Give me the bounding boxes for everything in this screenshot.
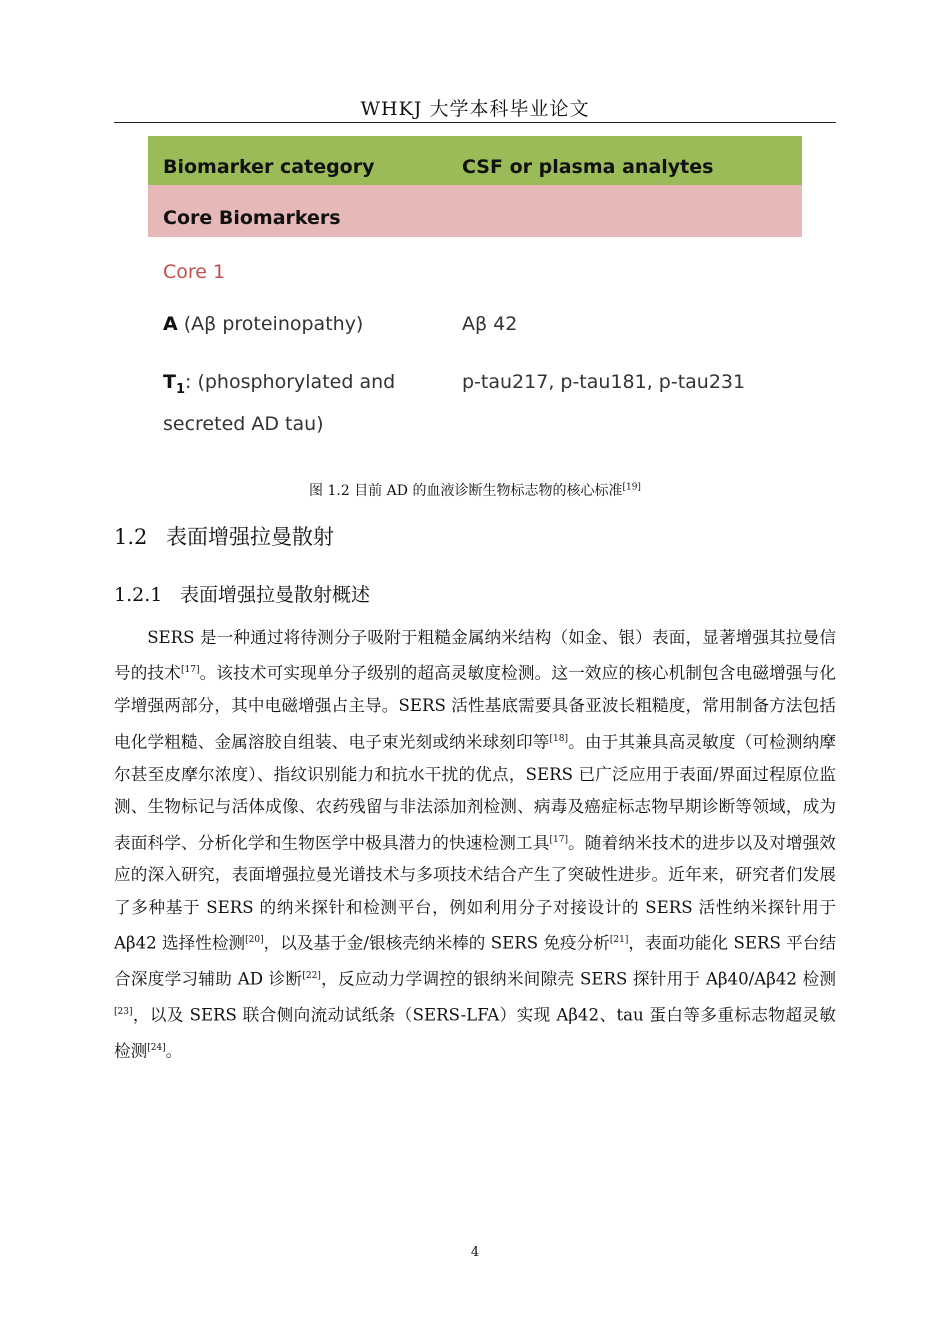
- row-t-letter: T: [163, 371, 176, 393]
- row-t-analytes: p-tau217, p-tau181, p-tau231: [462, 371, 746, 393]
- section-number: 1.2: [114, 525, 148, 549]
- table-row-a: [148, 289, 802, 341]
- biomarker-table-figure: [148, 136, 802, 435]
- row-t-desc: : (phosphorylated and secreted AD tau): [163, 371, 396, 435]
- citation: [21]: [609, 935, 629, 946]
- col-header-analytes: CSF or plasma analytes: [462, 156, 714, 178]
- para-text: ，反应动力学调控的银纳米间隙壳 SERS 探针用于 Aβ40/Aβ42 检测: [320, 969, 836, 989]
- table-row-t: [148, 341, 802, 435]
- section-heading: [114, 521, 334, 551]
- citation: [24]: [147, 1043, 166, 1054]
- core1-row: [148, 237, 802, 289]
- row-a-analyte: Aβ 42: [462, 313, 518, 335]
- citation: [17]: [181, 665, 200, 676]
- body-paragraph: [114, 622, 836, 1068]
- header-rule: [114, 122, 836, 123]
- row-a-desc: (Aβ proteinopathy): [177, 313, 364, 335]
- col-header-category: Biomarker category: [163, 156, 375, 178]
- caption-ref: [19]: [622, 482, 641, 493]
- subsection-title: 表面增强拉曼散射概述: [180, 584, 371, 606]
- row-a-letter: A: [163, 313, 178, 335]
- subsection-heading: [114, 580, 370, 607]
- subsection-number: 1.2.1: [114, 584, 163, 606]
- citation: [23]: [114, 1007, 133, 1018]
- core-biomarkers-label: Core Biomarkers: [163, 207, 341, 229]
- section-title: 表面增强拉曼散射: [166, 525, 334, 549]
- core1-label: Core 1: [163, 261, 226, 283]
- core-biomarkers-row: [148, 185, 802, 237]
- citation: [22]: [302, 971, 321, 982]
- citation: [20]: [245, 935, 264, 946]
- running-header: WHKJ 大学本科毕业论文: [360, 98, 590, 120]
- para-text: 。随着纳米技术的进步以及对增强效应的深入研究，表面增强拉曼光谱技术与多项技术结合产生了突破性进步。近年来，研究者们发展了多种基于 SERS 的纳米探针和检测平台，例如利用分子对接设计的 SERS 活性纳米探针用于 Aβ42 选择性检测: [114, 833, 837, 953]
- para-text: 。由于其兼具高灵敏度（可检测纳摩尔甚至皮摩尔浓度）、指纹识别能力和抗水干扰的优点，SERS 已广泛应用于表面/界面过程原位监测、生物标记与活体成像、农药残留与非法添加剂检测、病毒及癌症标志物早期诊断等领域，成为表面科学、分析化学和生物医学中极具潜力的快速检测工具: [114, 732, 837, 853]
- row-a-category: [163, 313, 363, 335]
- para-text: ，表面功能化 SERS 平台结合深度学习辅助 AD 诊断: [114, 933, 836, 989]
- para-text: ，以及基于金/银核壳纳米棒的 SERS 免疫分析: [263, 933, 610, 953]
- para-text: SERS 是一种通过将待测分子吸附于粗糙金属纳米结构（如金、银）表面，显著增强其拉曼信号的技术: [114, 628, 836, 683]
- row-t-category: [163, 365, 433, 441]
- citation: [17]: [549, 834, 568, 845]
- caption-text: 图 1.2 目前 AD 的血液诊断生物标志物的核心标准: [309, 483, 623, 499]
- page-number: 4: [470, 1245, 480, 1260]
- table-header-row: [148, 136, 802, 185]
- figure-caption: [114, 480, 836, 500]
- para-text: 。该技术可实现单分子级别的超高灵敏度检测。这一效应的核心机制包含电磁增强与化学增强两部分，其中电磁增强占主导。SERS 活性基底需要具备亚波长粗糙度，常用制备方法包括电化学粗糙、金属溶胶自组装、电子束光刻或纳米球刻印等: [114, 663, 837, 752]
- citation: [18]: [549, 733, 568, 744]
- row-t-subscript: 1: [175, 381, 186, 397]
- para-text: 。: [165, 1041, 183, 1061]
- para-text: ，以及 SERS 联合侧向流动试纸条（SERS-LFA）实现 Aβ42、tau 蛋白等多重标志物超灵敏检测: [114, 1005, 836, 1061]
